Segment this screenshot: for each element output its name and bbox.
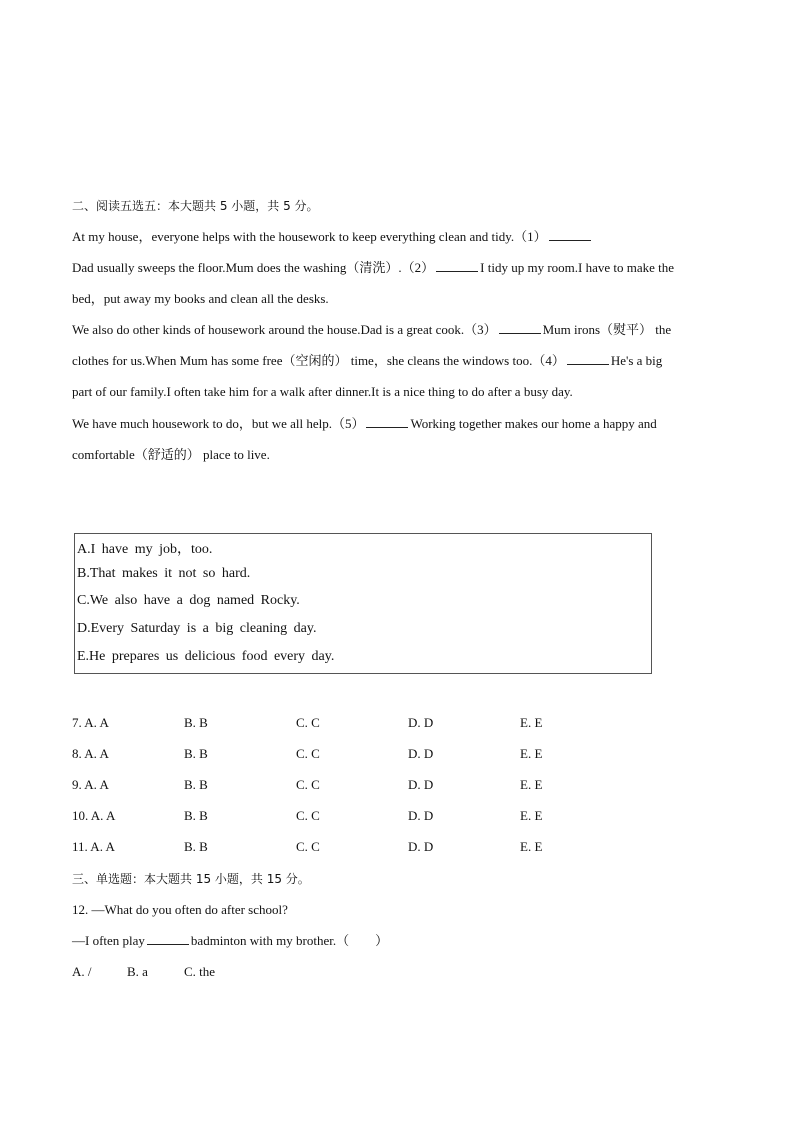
- choice-b[interactable]: B. B: [184, 839, 208, 854]
- section-2-heading: 二、阅读五选五：本大题共 5 小题，共 5 分。: [72, 199, 319, 213]
- blank-2[interactable]: [436, 260, 478, 272]
- options-box: [74, 533, 652, 674]
- choice-d[interactable]: D. D: [408, 839, 434, 854]
- option-b: B.That makes it not so hard.: [77, 566, 251, 581]
- choice-d[interactable]: D. D: [408, 715, 434, 730]
- choice-a[interactable]: 10. A. A: [72, 808, 116, 823]
- passage-line-6: part of our family.I often take him for a walk after dinner.It is a nice thing to do after a busy day.: [72, 384, 573, 399]
- option-d: D.Every Saturday is a big cleaning day.: [77, 621, 317, 636]
- choice-b[interactable]: B. B: [184, 715, 208, 730]
- blank-1[interactable]: [549, 229, 591, 241]
- choice-b[interactable]: B. B: [184, 746, 208, 761]
- choice-a[interactable]: A. /: [72, 964, 92, 979]
- choice-a[interactable]: 11. A. A: [72, 839, 115, 854]
- passage-line-2: [72, 260, 674, 276]
- passage-line-4: [72, 322, 671, 338]
- choice-c[interactable]: C. C: [296, 777, 320, 792]
- choice-a[interactable]: 7. A. A: [72, 715, 109, 730]
- blank-3[interactable]: [499, 322, 541, 334]
- passage-text: We have much housework to do，but we all help.（5）: [72, 416, 365, 431]
- passage-text: Dad usually sweeps the floor.Mum does the washing（清洗）.（2）: [72, 260, 435, 275]
- choice-e[interactable]: E. E: [520, 808, 543, 823]
- question-12-line-2: [72, 933, 388, 949]
- choice-a[interactable]: 8. A. A: [72, 746, 109, 761]
- passage-text: At my house，everyone helps with the housework to keep everything clean and tidy.（1）: [72, 229, 547, 244]
- blank-4[interactable]: [567, 353, 609, 365]
- choice-d[interactable]: D. D: [408, 746, 434, 761]
- choice-a[interactable]: 9. A. A: [72, 777, 109, 792]
- passage-line-1: [72, 229, 593, 245]
- passage-text: He's a big: [610, 353, 663, 368]
- choice-b[interactable]: B. B: [184, 808, 208, 823]
- passage-line-5: [72, 353, 662, 369]
- passage-text: Mum irons（熨平） the: [542, 322, 672, 337]
- choice-c[interactable]: C. C: [296, 746, 320, 761]
- choice-e[interactable]: E. E: [520, 715, 543, 730]
- choice-b[interactable]: B. a: [127, 964, 148, 979]
- choice-c[interactable]: C. the: [184, 964, 216, 979]
- passage-text: Working together makes our home a happy and: [410, 416, 657, 431]
- choice-e[interactable]: E. E: [520, 839, 543, 854]
- passage-line-7: [72, 416, 657, 432]
- passage-text: I tidy up my room.I have to make the: [480, 260, 675, 275]
- blank-5[interactable]: [366, 416, 408, 428]
- passage-line-3: bed，put away my books and clean all the desks.: [72, 291, 329, 306]
- choice-e[interactable]: E. E: [520, 777, 543, 792]
- section-3-heading: 三、单选题：本大题共 15 小题，共 15 分。: [72, 872, 310, 886]
- choice-b[interactable]: B. B: [184, 777, 208, 792]
- choice-c[interactable]: C. C: [296, 808, 320, 823]
- choice-d[interactable]: D. D: [408, 808, 434, 823]
- option-a: A.I have my job，too.: [77, 542, 213, 557]
- question-text: badminton with my brother.（ ）: [190, 933, 389, 948]
- blank-q12[interactable]: [147, 933, 189, 945]
- option-e: E.He prepares us delicious food every day.: [77, 649, 335, 664]
- option-c: C.We also have a dog named Rocky.: [77, 593, 300, 608]
- choice-e[interactable]: E. E: [520, 746, 543, 761]
- passage-text: We also do other kinds of housework around the house.Dad is a great cook.（3）: [72, 322, 497, 337]
- choice-d[interactable]: D. D: [408, 777, 434, 792]
- passage-text: clothes for us.When Mum has some free（空闲的） time，she cleans the windows too.（4）: [72, 353, 565, 368]
- choice-c[interactable]: C. C: [296, 839, 320, 854]
- question-12-prompt: 12. —What do you often do after school?: [72, 902, 288, 917]
- choice-c[interactable]: C. C: [296, 715, 320, 730]
- question-text: —I often play: [72, 933, 145, 948]
- passage-line-8: comfortable（舒适的） place to live.: [72, 447, 270, 462]
